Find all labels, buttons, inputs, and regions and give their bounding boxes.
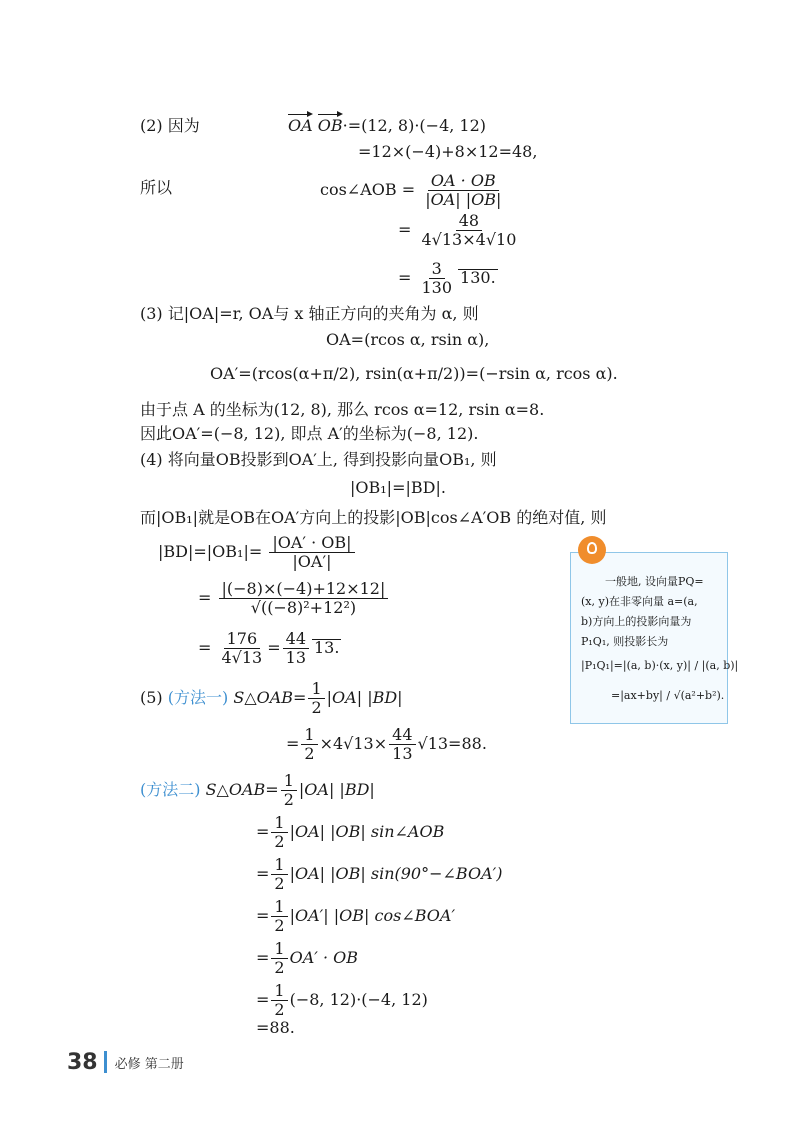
part5-m2-line3: = $\frac{1}{2}$ |OA| |OB| sin(90°−∠BOA′): [256, 855, 503, 893]
part2-eq1: OA OB·=(12, 8)·(−4, 12): [288, 116, 487, 135]
part2-label: (2) 因为: [140, 116, 200, 135]
part5-m2-line4: = $\frac{1}{2}$ |OA′| |OB| cos∠BOA′: [256, 897, 456, 935]
part2-frac2: = $\frac{48}{4√13\times 4√10}$: [398, 211, 517, 249]
part2-eq2: =12×(−4)+8×12=48,: [358, 142, 538, 161]
part3-line4: 由于点 A 的坐标为(12, 8), 那么 rcos α=12, rsin α=8.: [140, 400, 545, 419]
part5-m2-line2: = $\frac{1}{2}$ |OA| |OB| sin∠AOB: [256, 813, 445, 851]
part3-line2: OA=(rcos α, rsin α),: [326, 330, 490, 349]
part5-m2-line1: (方法二) S△OAB= $\frac{1}{2}$ |OA| |BD|: [140, 771, 375, 809]
footer-divider: [104, 1051, 107, 1073]
part2-cos: cos∠AOB = $\frac{OA \cdot OB}{|OA| |OB|}$: [320, 171, 502, 209]
note-line-6: =|ax+by| / √(a²+b²).: [611, 689, 725, 702]
part4-line6: = $\frac{176}{4√13}$ = $\frac{44}{13}$ 13.: [198, 629, 340, 667]
note-line-2: (x, y)在非零向量 a=(a,: [581, 595, 698, 608]
part2-result: = $\frac{3}{130}$ 130.: [398, 259, 496, 297]
note-line-5: |P₁Q₁|=|(a, b)·(x, y)| / |(a, b)|: [581, 659, 739, 672]
part3-line5: 因此OA′=(−8, 12), 即点 A′的坐标为(−8, 12).: [140, 424, 479, 443]
part4-line3: 而|OB₁|就是OB在OA′方向上的投影|OB|cos∠A′OB 的绝对值, 则: [140, 508, 607, 527]
part5-m2-line5: = $\frac{1}{2}$ OA′ · OB: [256, 939, 359, 977]
part4-line2: |OB₁|=|BD|.: [350, 478, 446, 497]
page-number: 38: [67, 1049, 98, 1075]
note-line-4: P₁Q₁, 则投影长为: [581, 635, 669, 648]
lightbulb-icon: [578, 536, 606, 564]
side-note-box: [570, 552, 739, 724]
note-line-3: b)方向上的投影向量为: [581, 615, 692, 628]
part4-line1: (4) 将向量OB投影到OA′上, 得到投影向量OB₁, 则: [140, 450, 497, 469]
part4-line4: |BD|=|OB₁|= $\frac{|OA' \cdot OB|}{|OA'|}$: [158, 534, 357, 571]
part2-so: 所以: [140, 178, 173, 197]
part3-line1: (3) 记|OA|=r, OA与 x 轴正方向的夹角为 α, 则: [140, 304, 479, 323]
part5-m2-line6: = $\frac{1}{2}$ (−8, 12)·(−4, 12): [256, 981, 428, 1019]
page-footer: [67, 1050, 184, 1074]
note-line-1: 一般地, 设向量PQ=: [605, 575, 704, 588]
part4-line5: = $\frac{|(-8)\times(-4)+12\times 12|}{\text{√((−8)²+12²)}}$: [198, 580, 390, 617]
part3-line3: OA′=(rcos(α+π/2), rsin(α+π/2))=(−rsin α, rcos α).: [210, 364, 618, 383]
part5-m1-line1: (5) (方法一) S△OAB= $\frac{1}{2}$ |OA| |BD|: [140, 679, 403, 717]
part5-m1-line2: = $\frac{1}{2}$ ×4√13× $\frac{44}{13}$ √13=88.: [286, 725, 487, 763]
part5-m2-line7: =88.: [256, 1018, 295, 1037]
book-title: 必修 第二册: [114, 1056, 184, 1072]
